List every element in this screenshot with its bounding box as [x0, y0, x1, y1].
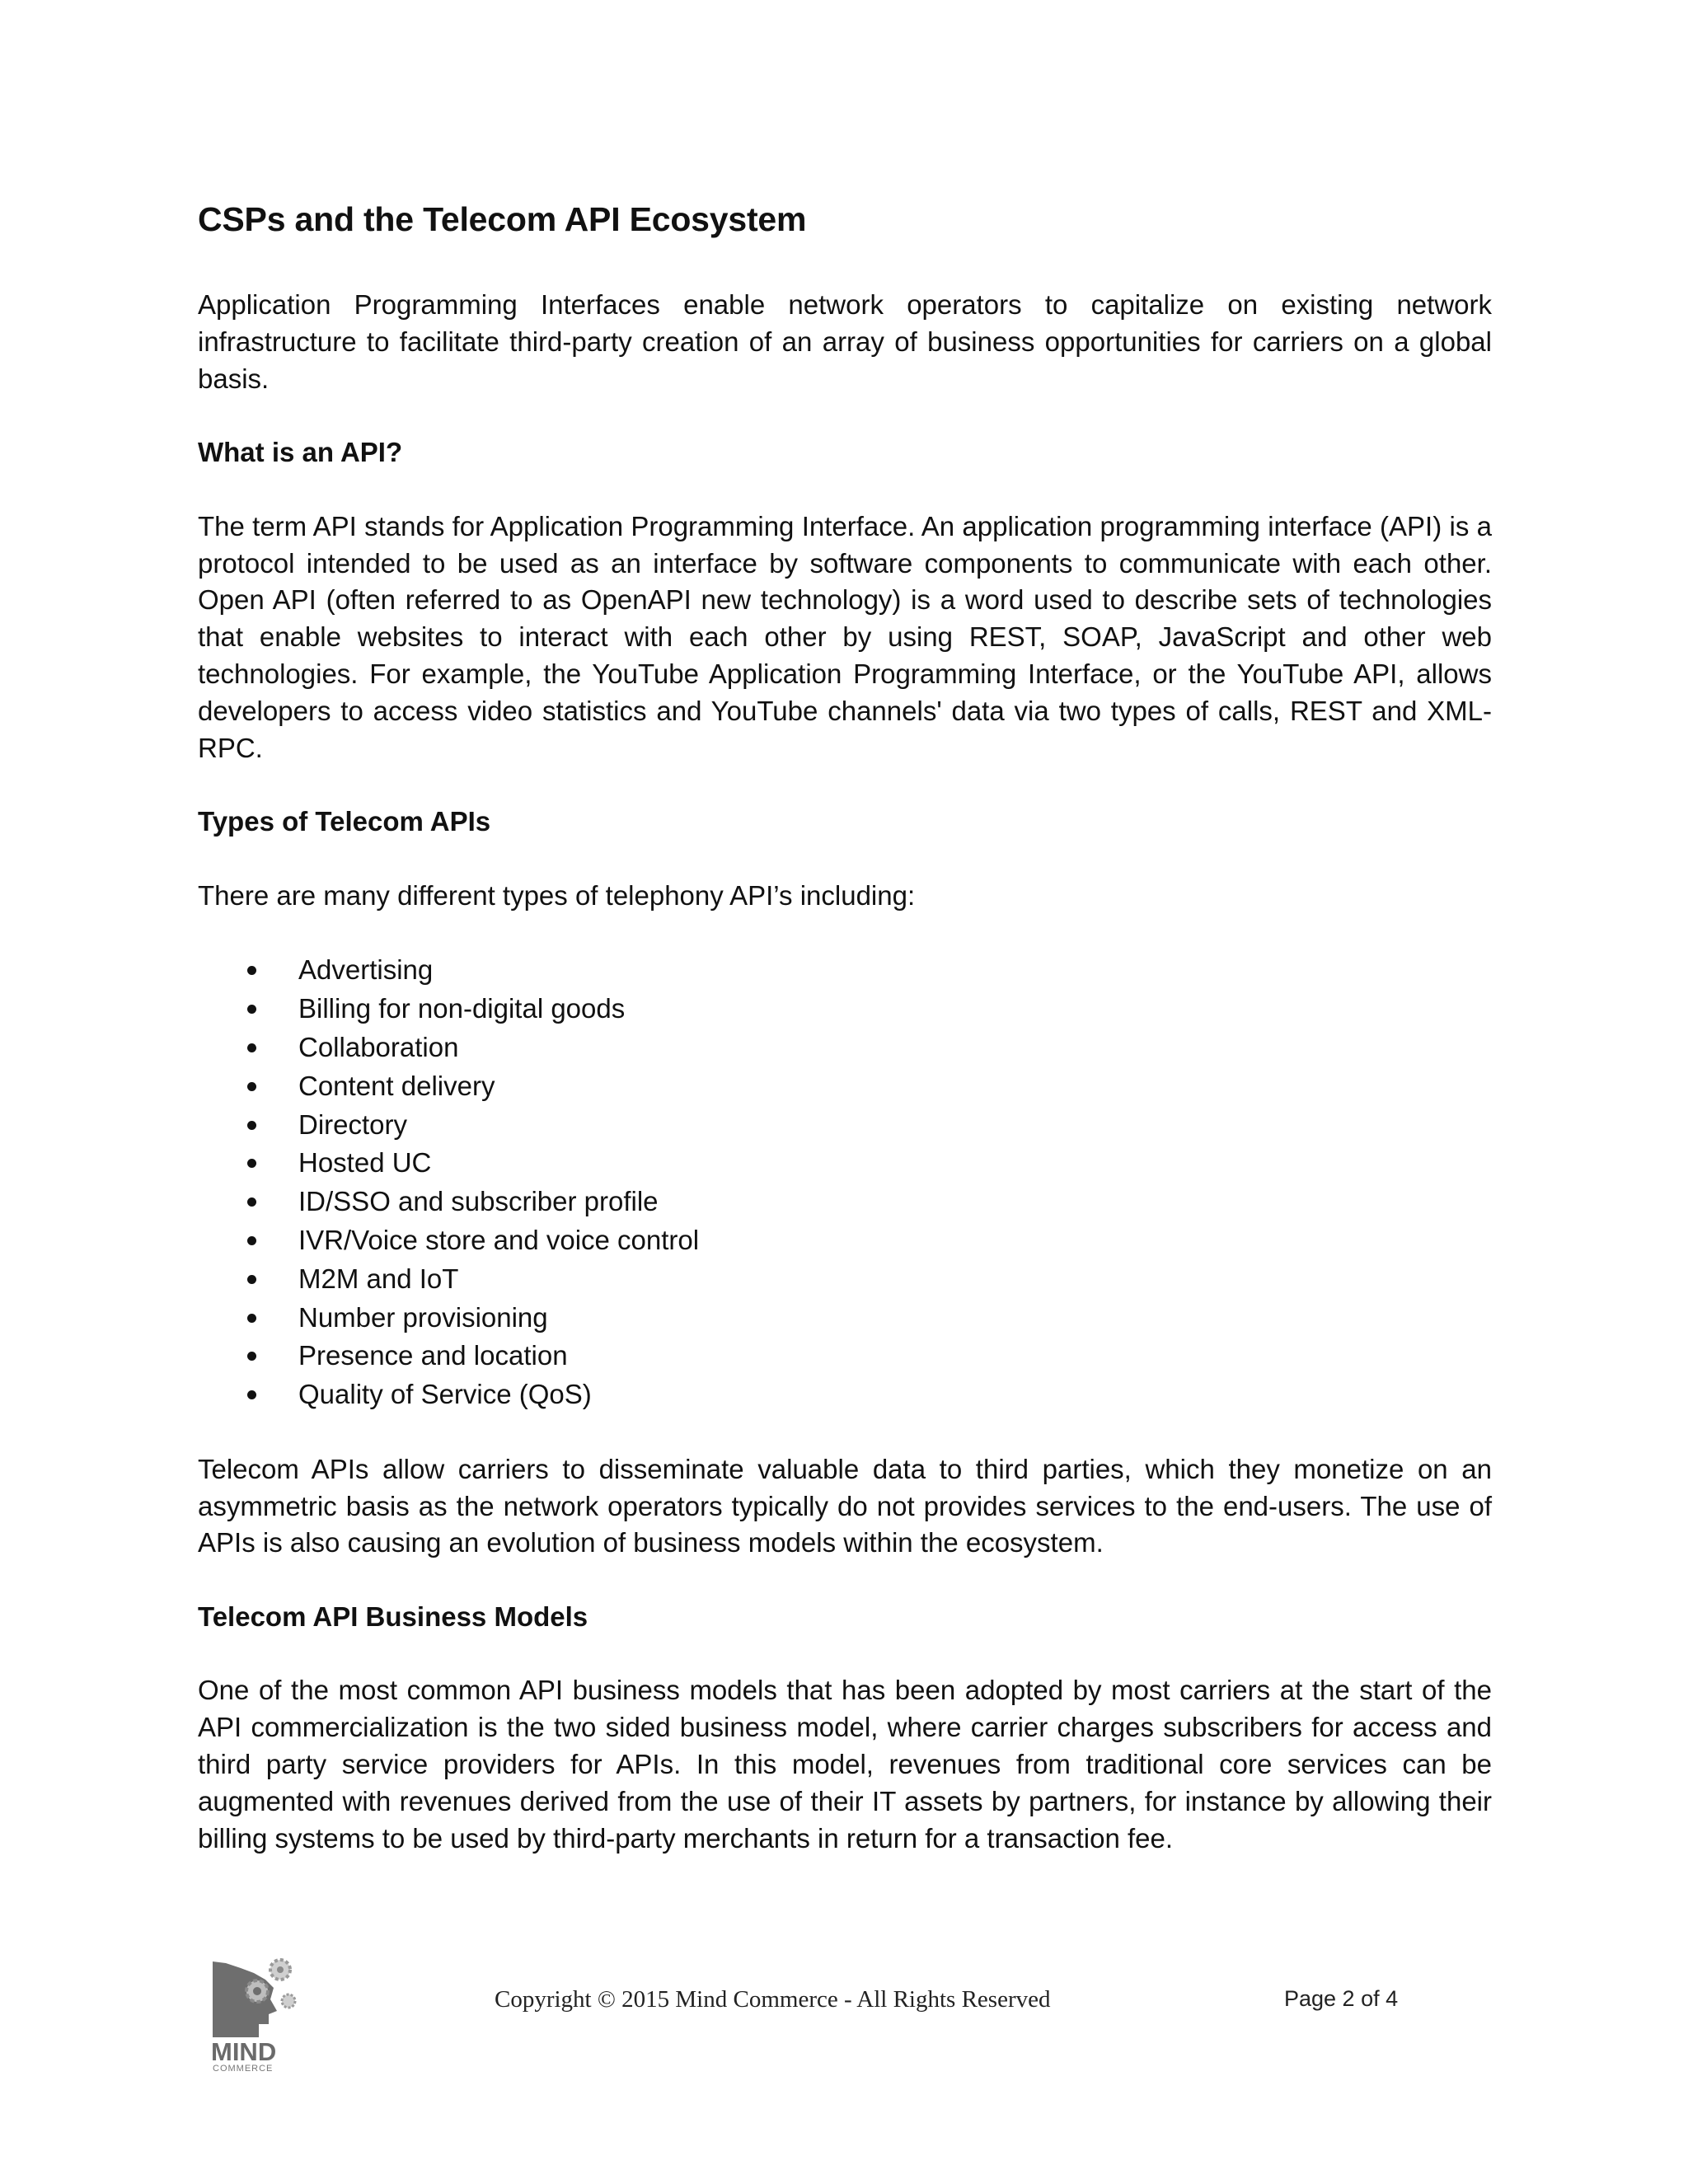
section-heading-types: Types of Telecom APIs: [198, 806, 491, 837]
bullet-icon: [247, 1352, 256, 1361]
list-item: Collaboration: [198, 1029, 1492, 1067]
bullet-icon: [247, 1005, 256, 1014]
list-item: ID/SSO and subscriber profile: [198, 1183, 1492, 1221]
document-page: [198, 196, 1492, 1857]
section-heading-what-is-api: What is an API?: [198, 437, 403, 468]
tiny-gear-icon: [282, 1994, 295, 2008]
logo-subtext: COMMERCE: [213, 2064, 274, 2074]
page-number: Page 2 of 4: [1284, 1986, 1399, 2011]
bullet-icon: [247, 1043, 256, 1052]
section-heading-business-models: Telecom API Business Models: [198, 1601, 588, 1632]
bullet-icon: [247, 1236, 256, 1245]
page-title: CSPs and the Telecom API Ecosystem: [198, 200, 807, 238]
list-item: Number provisioning: [198, 1299, 1492, 1338]
api-definition-paragraph: The term API stands for Application Programming Interface. An application programming interface (API) is a protocol intended to be used as an interface by software components to communicate with each other. Open API (often referred to as OpenAPI new technology) is a word used to describe sets of technologies that enable websites to interact with each other by using REST, SOAP, JavaScript and other web technologies. For example, the YouTube Application Programming Interface, or the YouTube API, allows developers to access video statistics and YouTube channels' data via two types of calls, REST and XML-RPC.: [198, 510, 1492, 763]
page-footer: [0, 1945, 1688, 2077]
list-item: Advertising: [198, 951, 1492, 990]
head-silhouette-icon: [213, 1961, 277, 2037]
bullet-icon: [247, 1314, 256, 1323]
list-item: Directory: [198, 1106, 1492, 1145]
intro-paragraph: Application Programming Interfaces enable network operators to capitalize on existing network infrastructure to facilitate third-party creation of an array of business opportunities for carriers on a global basis.: [198, 289, 1492, 394]
list-item: Quality of Service (QoS): [198, 1376, 1492, 1414]
logo-wordmark: MIND: [211, 2037, 277, 2066]
list-item: Hosted UC: [198, 1144, 1492, 1183]
api-types-list: [198, 951, 1492, 1414]
list-item: IVR/Voice store and voice control: [198, 1221, 1492, 1260]
copyright-notice: Copyright © 2015 Mind Commerce - All Rights Reserved: [495, 1986, 1051, 2013]
bullet-icon: [247, 1275, 256, 1284]
bullet-icon: [247, 966, 256, 975]
list-item: Billing for non-digital goods: [198, 990, 1492, 1029]
types-closing-paragraph: Telecom APIs allow carriers to disseminate valuable data to third parties, which they monetize on an asymmetric basis as the network operators typically do not provides services to the end-users. The use of APIs is also causing an evolution of business models within the ecosystem.: [198, 1453, 1492, 1558]
bullet-icon: [247, 1159, 256, 1168]
list-item: Content delivery: [198, 1067, 1492, 1106]
bullet-icon: [247, 1082, 256, 1091]
bullet-icon: [247, 1390, 256, 1399]
business-models-paragraph: One of the most common API business models that has been adopted by most carriers at the start of the API commercialization is the two sided business model, where carrier charges subscribers for access and third party service providers for APIs. In this model, revenues from traditional core services can be augmented with revenues derived from the use of their IT assets by partners, for instance by allowing their billing systems to be used by third-party merchants in return for a transaction fee.: [198, 1675, 1492, 1854]
list-item: Presence and location: [198, 1337, 1492, 1376]
mind-commerce-logo: [208, 1952, 302, 2074]
bullet-icon: [247, 1197, 256, 1207]
list-item: M2M and IoT: [198, 1260, 1492, 1299]
bullet-icon: [247, 1121, 256, 1130]
types-lead-paragraph: There are many different types of telephony API’s including:: [198, 879, 916, 911]
